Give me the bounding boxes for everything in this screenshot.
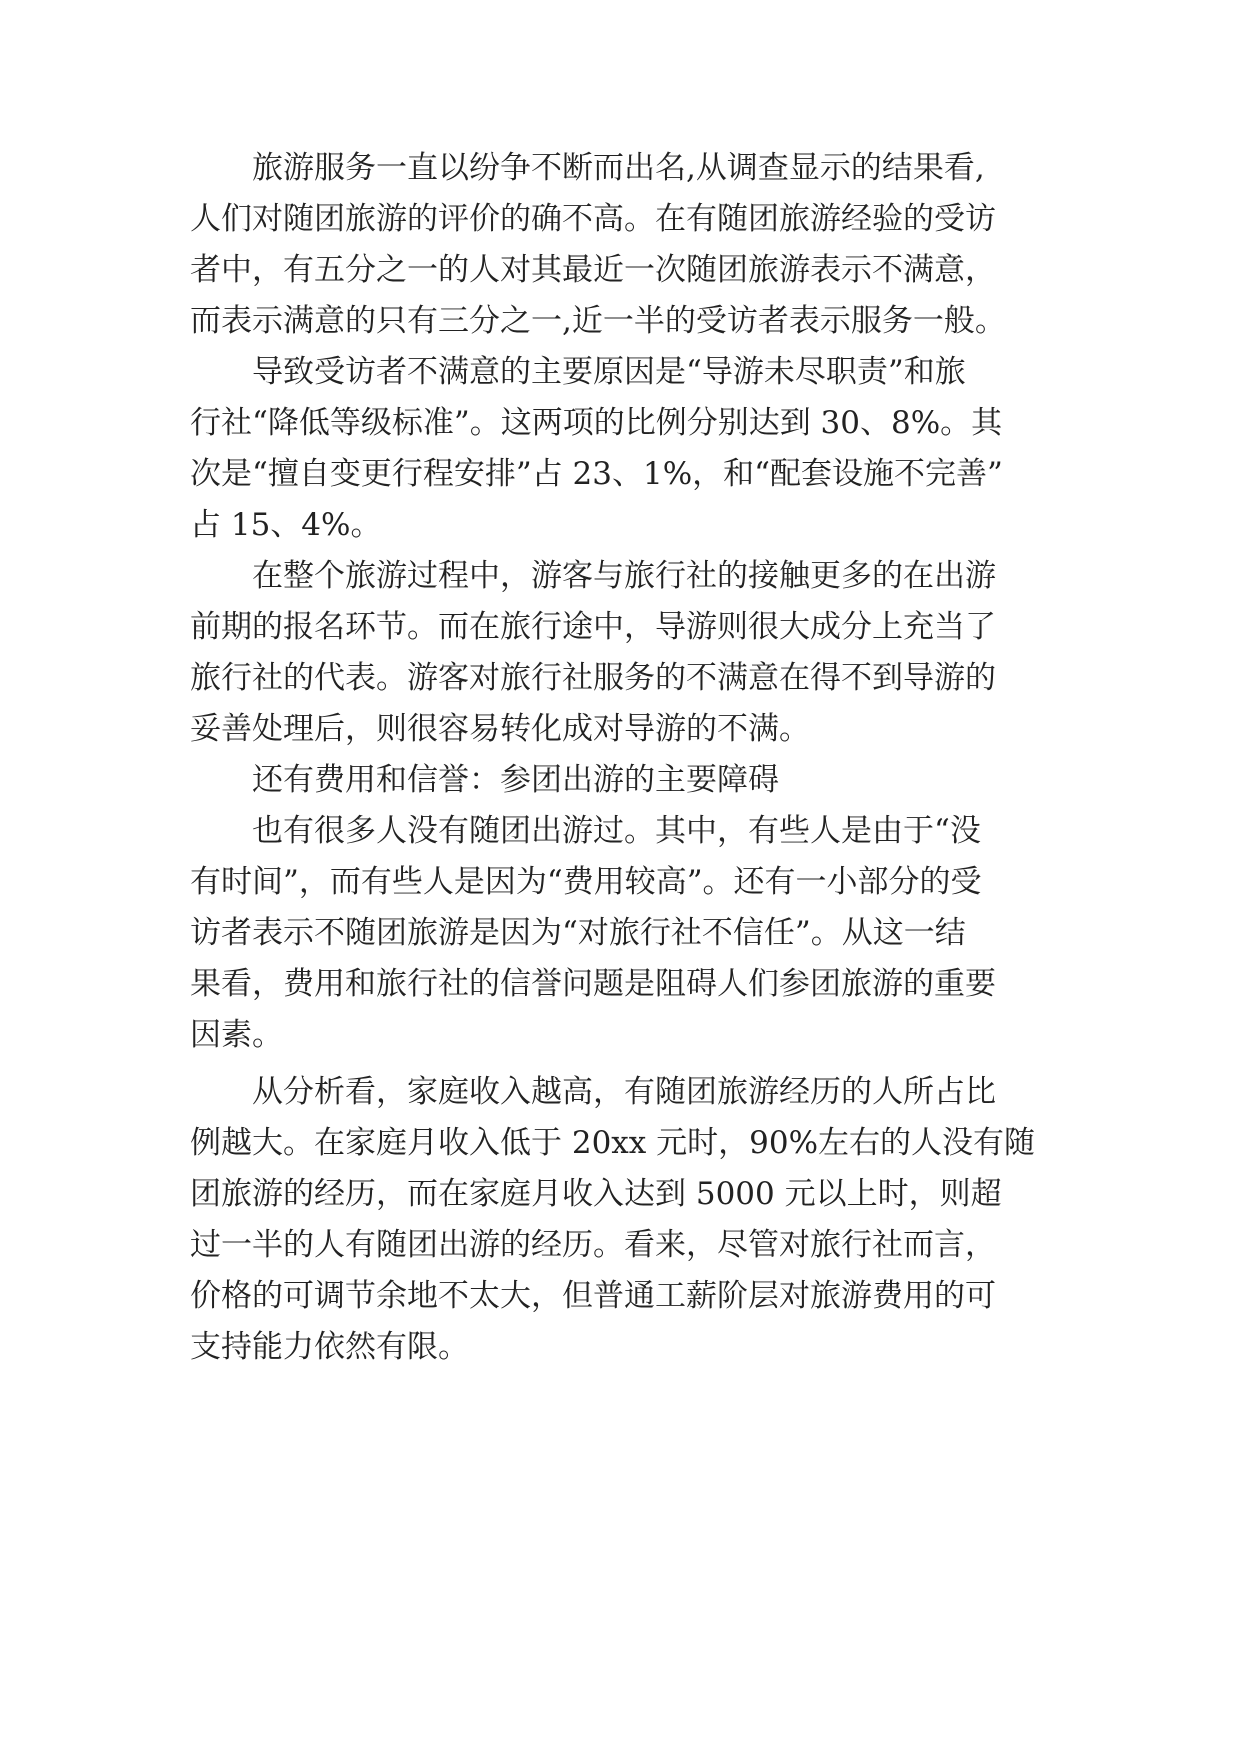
text-line: 访者表示不随团旅游是因为“对旅行社不信任”。从这一结 [190, 915, 966, 951]
text-line: 占 15、4%。 [190, 507, 382, 543]
text-line: 者中，有五分之一的人对其最近一次随团旅游表示不满意， [190, 252, 996, 288]
text-line: 团旅游的经历，而在家庭月收入达到 5000 元以上时，则超 [190, 1176, 1002, 1212]
text-line: 支持能力依然有限。 [190, 1329, 469, 1365]
text-line: 前期的报名环节。而在旅行途中，导游则很大成分上充当了 [190, 609, 996, 645]
text-line: 也有很多人没有随团出游过。其中，有些人是由于“没 [252, 813, 981, 849]
text-line: 而表示满意的只有三分之一,近一半的受访者表示服务一般。 [190, 303, 1006, 339]
text-line: 旅行社的代表。游客对旅行社服务的不满意在得不到导游的 [190, 660, 996, 696]
text-line: 次是“擅自变更行程安排”占 23、1%，和“配套设施不完善” [190, 456, 1003, 492]
text-line: 果看，费用和旅行社的信誉问题是阻碍人们参团旅游的重要 [190, 966, 996, 1002]
text-line: 有时间”，而有些人是因为“费用较高”。还有一小部分的受 [190, 864, 982, 900]
text-line: 行社“降低等级标准”。这两项的比例分别达到 30、8%。其 [190, 405, 1003, 441]
text-line: 妥善处理后，则很容易转化成对导游的不满。 [190, 711, 810, 747]
text-line: 因素。 [190, 1017, 283, 1053]
text-line: 人们对随团旅游的评价的确不高。在有随团旅游经验的受访 [190, 201, 996, 237]
text-line: 旅游服务一直以纷争不断而出名,从调查显示的结果看, [252, 150, 985, 186]
text-line: 在整个旅游过程中，游客与旅行社的接触更多的在出游 [252, 558, 996, 594]
text-line: 价格的可调节余地不太大，但普通工薪阶层对旅游费用的可 [190, 1278, 996, 1314]
text-line: 例越大。在家庭月收入低于 20xx 元时，90%左右的人没有随 [190, 1125, 1036, 1161]
text-line: 从分析看，家庭收入越高，有随团旅游经历的人所占比 [252, 1074, 996, 1110]
text-line: 过一半的人有随团出游的经历。看来，尽管对旅行社而言， [190, 1227, 996, 1263]
text-line: 导致受访者不满意的主要原因是“导游未尽职责”和旅 [252, 354, 966, 390]
section-heading: 还有费用和信誉：参团出游的主要障碍 [252, 762, 779, 798]
